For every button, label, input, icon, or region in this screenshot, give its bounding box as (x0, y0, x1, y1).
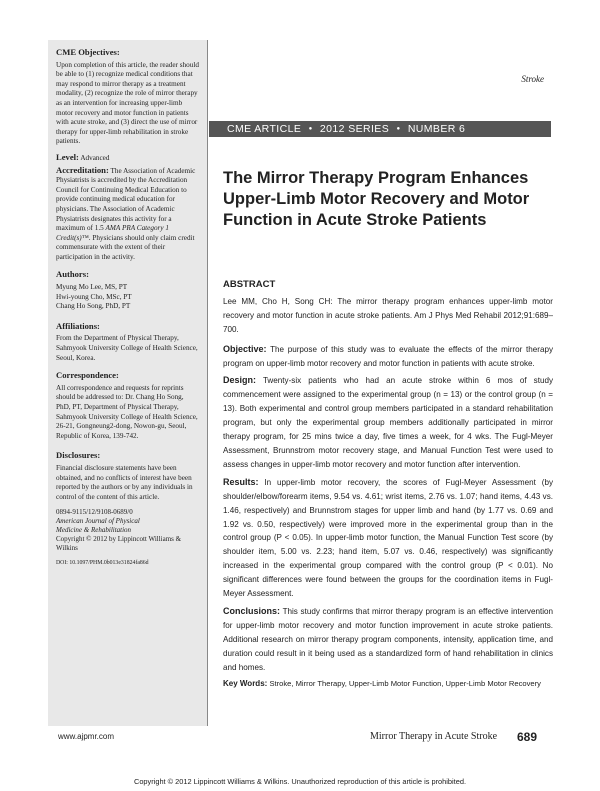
page-number: 689 (517, 730, 538, 744)
design-text: Twenty-six patients who had an acute stroke within 6 mos of study commencement were assigned to the experimental group (n = 13) or the control group (n = 13). Both experimental and control group members participated in a standard rehabilitation program, but only the experimental group members additionally participated in mirror therapy program, for 25 mins twice a day, five times a week, for 4 wks. The Fugl-Meyer Assessment, Brunnstrom motor recovery stage, and Manual Function Test were used to assess changes in upper-limb motor recovery and motor function after intervention. (223, 376, 553, 469)
doi: DOI: 10.1097/PHM.0b013e31824fa86d (56, 560, 149, 567)
authors (56, 270, 199, 311)
abstract-citation: Lee MM, Cho H, Song CH: The mirror therapy program enhances upper-limb motor recovery and motor function in acute stroke patients. Am J Phys Med Rehabil 2012;91:689–700. (223, 296, 553, 334)
disclosures-heading: Disclosures: (56, 450, 101, 461)
disclosures (56, 451, 199, 502)
abstract-design (223, 374, 553, 471)
banner-cme: CME ARTICLE (227, 123, 302, 135)
authors-heading: Authors: (56, 269, 89, 280)
design-label: Design: (223, 375, 257, 386)
author-line: Hwi-young Cho, MSc, PT (56, 292, 132, 301)
cme-objectives-text: Upon completion of this article, the reader should be able to (1) recognize medical conditions that may respond to mirror therapy as a treatment modality, (2) recognize the role of mirror therapy as an intervention for increasing upper-limb motor recovery and motor function in patients with acute stroke, and (3) direct the use of mirror therapy for upper-limb rehabilitation in stroke patients. (56, 60, 199, 146)
results-label: Results: (223, 476, 259, 487)
banner-series: 2012 SERIES (319, 123, 390, 135)
running-title: Mirror Therapy in Acute Stroke (370, 731, 498, 742)
banner-number: NUMBER 6 (407, 123, 466, 135)
author-line: Myung Mo Lee, MS, PT (56, 283, 128, 292)
journal-name-line1: American Journal of Physical (56, 517, 140, 526)
correspondence (56, 371, 199, 441)
banner-separator: ● (308, 126, 313, 133)
accreditation-credit: AMA PRA Category 1 Credit(s)™ (56, 224, 169, 242)
disclosures-text: Financial disclosure statements have been obtained, and no conflicts of interest have been reported by the authors or by any individuals in control of the content of this article. (56, 463, 193, 501)
banner-separator: ● (396, 126, 401, 133)
accreditation-text-after: . Physicians should only claim credit commensurate with the extent of their participation in the activity. (56, 233, 195, 261)
results-text: In upper-limb motor recovery, the scores of Fugl-Meyer Assessment (by shoulder/elbow/forearm items, 9.54 vs. 4.61; wrist items, 2.76 vs. 1.07; hand items, 4.43 vs. 1.46, respectively) and Brunnstrom stages for upper limb and hand (by 1.77 vs. 0.69 and 1.92 vs. 0.50, respectively) were improved more in the experimental group than in the control group (P < 0.05). In upper-limb motor function, the Manual Function Test score (by shoulder item, 5.00 vs. 2.23; hand item, 5.07 vs. 0.46, respectively) was significantly increased in the experimental group compared with the control group (P < 0.01). No significant differences were found between the groups for the coordination items in Fugl-Meyer Assessment. (223, 477, 554, 599)
sidebar (48, 40, 208, 726)
accreditation (56, 166, 199, 263)
affiliations-heading: Affiliations: (56, 320, 100, 331)
abstract-heading: ABSTRACT (223, 279, 276, 290)
abstract (223, 278, 553, 693)
correspondence-text: All correspondence and requests for reprints should be addressed to: Dr. Chang Ho Song, PhD, PT, Department of Physical Therapy, Sahmyook University College of Health Science, 26-21, Gongneung2-dong, Nowon-gu, Seoul, Republic of Korea, 139-742. (56, 383, 198, 440)
abstract-results (223, 476, 553, 601)
keywords-text: Stroke, Mirror Therapy, Upper-Limb Motor Function, Upper-Limb Motor Recovery (269, 679, 541, 689)
author-line: Chang Ho Song, PhD, PT (56, 302, 131, 311)
journal-name-line2: Medicine & Rehabilitation (56, 526, 132, 535)
section-label: Stroke (521, 74, 544, 84)
correspondence-heading: Correspondence: (56, 370, 119, 381)
affiliations (56, 322, 199, 363)
objective-text: The purpose of this study was to evaluate the effects of the mirror therapy program on upper-limb motor recovery and motor function in patients with acute stroke. (223, 344, 553, 368)
issn: 0894-9115/12/9108-0689/0 (56, 508, 133, 517)
cme-banner (209, 121, 551, 137)
cme-objectives-heading: CME Objectives: (56, 47, 120, 57)
copyright-notice: Copyright © 2012 Lippincott Williams & Wilkins. Unauthorized reproduction of this article is prohibited. (133, 777, 467, 786)
conclusions-label: Conclusions: (223, 605, 281, 616)
objective-label: Objective: (223, 343, 267, 354)
article-title: The Mirror Therapy Program Enhances Upper-Limb Motor Recovery and Motor Function in Acute Stroke Patients (223, 169, 530, 229)
conclusions-text: This study confirms that mirror therapy program is an effective intervention for upper-limb motor recovery and motor function improvement in acute stroke patients. Additional research on mirror therapy program components, intensity, application time, and duration could result in it being used as a standardized form of hand rehabilitation in clinics and homes. (223, 606, 554, 672)
affiliations-text: From the Department of Physical Therapy, Sahmyook University College of Health Science, Seoul, Korea. (56, 334, 198, 362)
level-value: Advanced (80, 153, 110, 162)
abstract-keywords (223, 678, 553, 689)
abstract-objective (223, 343, 553, 371)
level-label: Level: (56, 151, 79, 162)
keywords-label: Key Words: (223, 679, 268, 689)
journal-url: www.ajpmr.com (58, 732, 115, 741)
accreditation-text: The Association of Academic Physiatrists is accredited by the Accreditation Council for Continuing Medical Education to provide continuing medical education for physicians. The Association of Academic Physiatrists designates this activity for a maximum of 1.5 (56, 166, 196, 233)
level (56, 153, 199, 164)
journal-copyright: Copyright © 2012 by Lippincott Williams & Wilkins (56, 535, 182, 553)
journal-info (56, 508, 199, 553)
accreditation-label: Accreditation: (56, 164, 109, 175)
abstract-conclusions (223, 605, 553, 675)
